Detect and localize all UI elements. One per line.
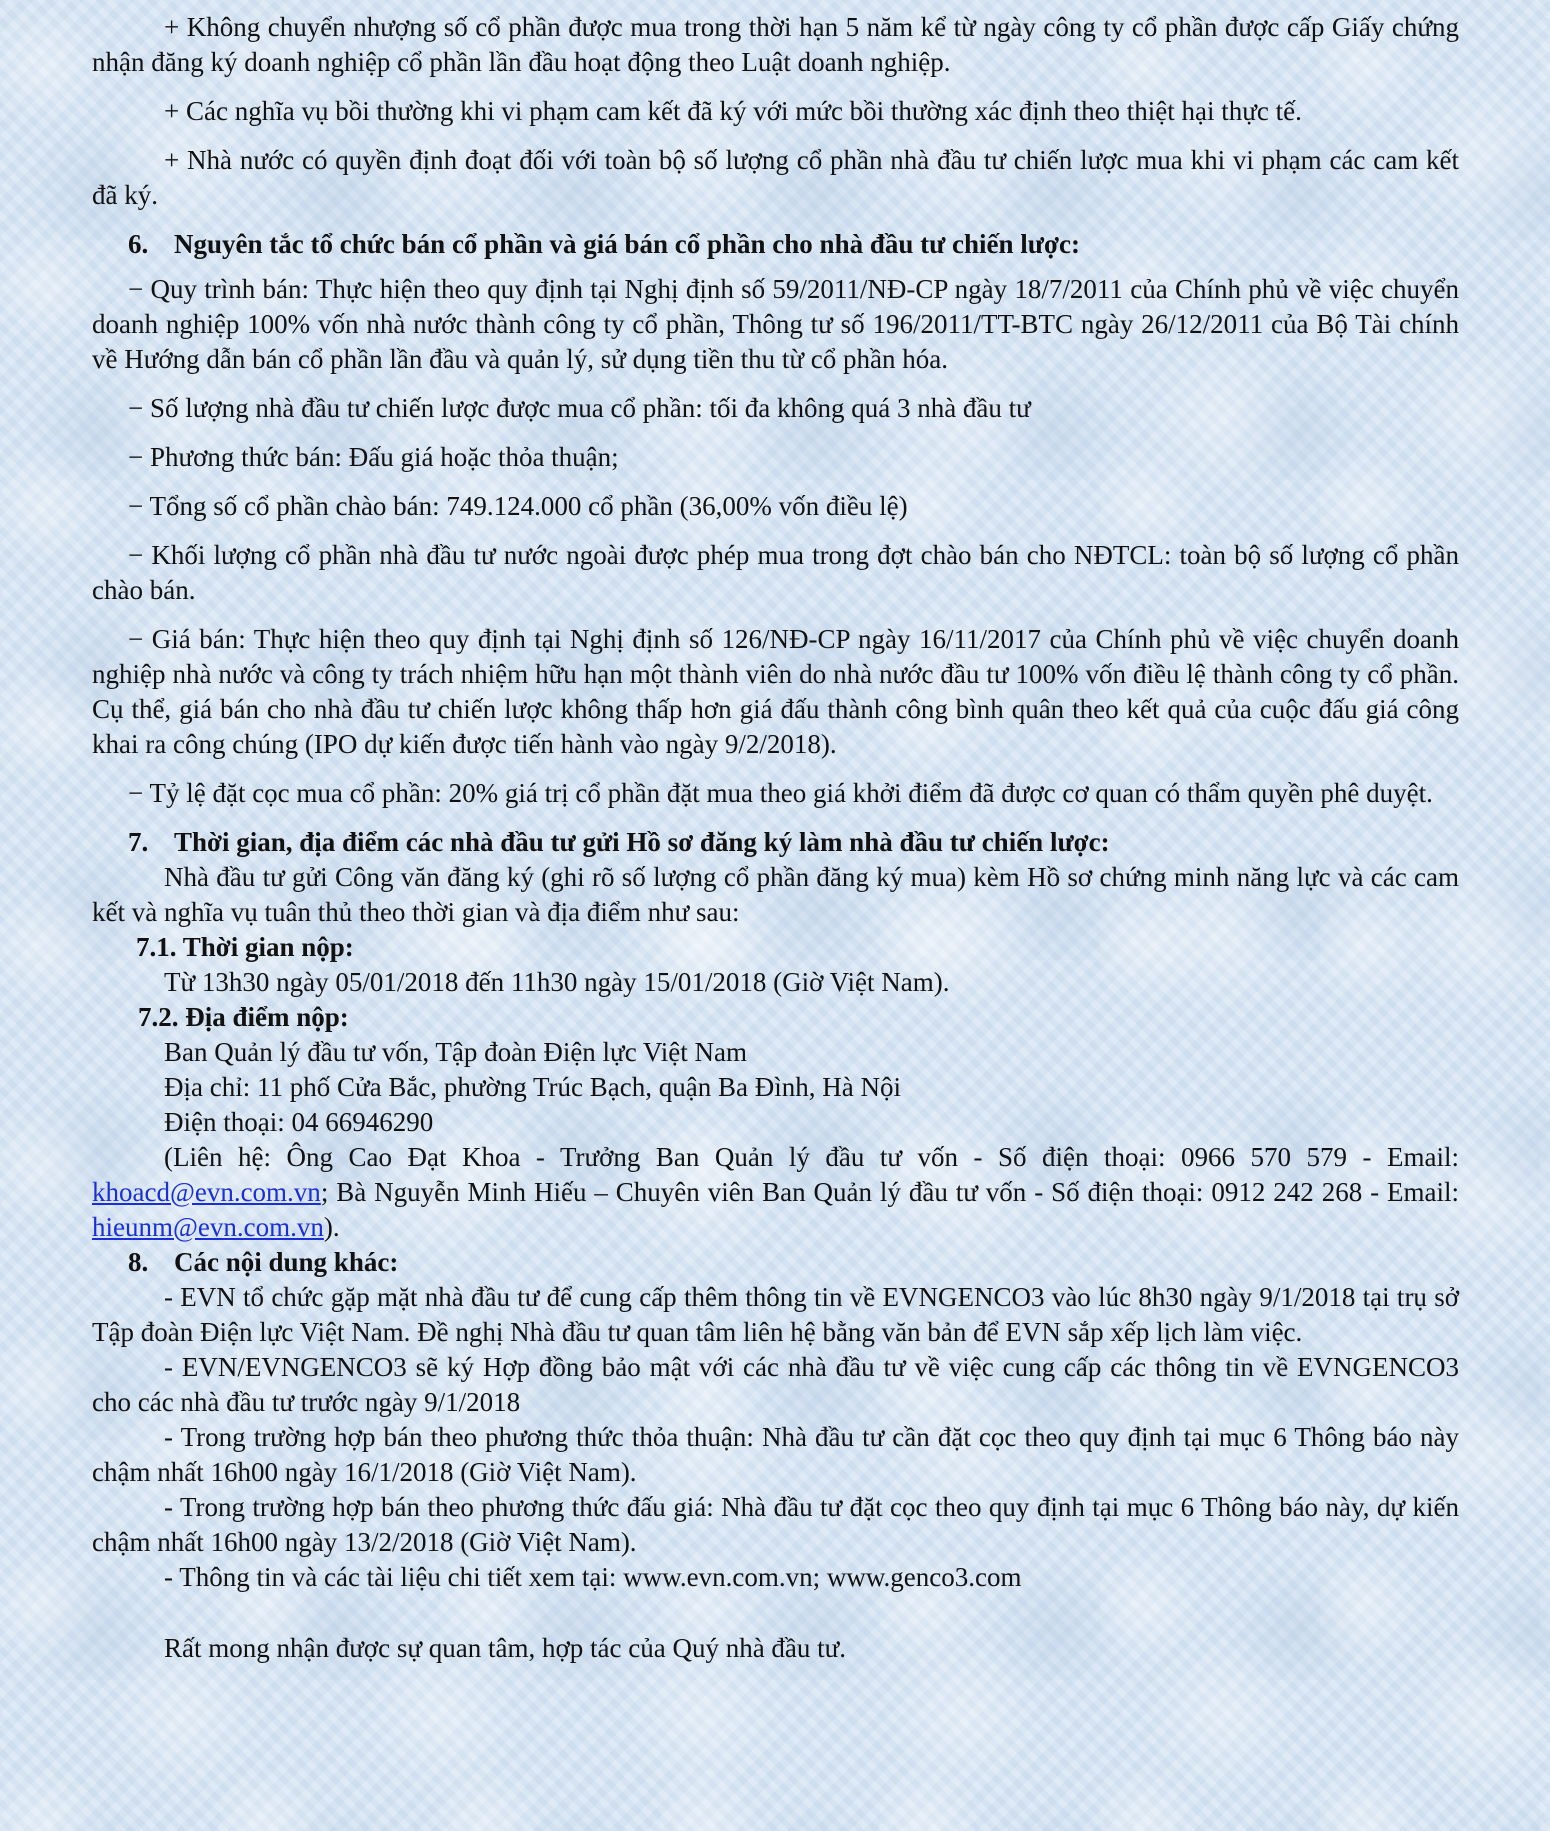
intro-para-1: + Không chuyển nhượng số cổ phần được mua trong thời hạn 5 năm kể từ ngày công ty cổ phần được cấp Giấy chứng nhận đăng ký doanh nghiệp cổ phần lần đầu hoạt động theo Luật doanh nghiệp.	[92, 12, 1459, 77]
section-7-number: 7.	[128, 827, 149, 857]
section-8-number: 8.	[128, 1247, 149, 1277]
closing-line: Rất mong nhận được sự quan tâm, hợp tác của Quý nhà đầu tư.	[164, 1633, 847, 1663]
section-8-heading	[92, 1245, 1459, 1280]
section-8-item: - Trong trường hợp bán theo phương thức thỏa thuận: Nhà đầu tư cần đặt cọc theo quy định tại mục 6 Thông báo này chậm nhất 16h00 ngày 16/1/2018 (Giờ Việt Nam).	[92, 1422, 1459, 1487]
section-7-title: Thời gian, địa điểm các nhà đầu tư gửi Hồ sơ đăng ký làm nhà đầu tư chiến lược:	[174, 827, 1110, 857]
section-8-item: - Trong trường hợp bán theo phương thức đấu giá: Nhà đầu tư đặt cọc theo quy định tại mục 6 Thông báo này, dự kiến chậm nhất 16h00 ngày 13/2/2018 (Giờ Việt Nam).	[92, 1492, 1459, 1557]
section-6-number: 6.	[128, 229, 149, 259]
section-6-item: − Giá bán: Thực hiện theo quy định tại Nghị định số 126/NĐ-CP ngày 16/11/2017 của Chính phủ về việc chuyển doanh nghiệp nhà nước và công ty trách nhiệm hữu hạn một thành viên do nhà nước đầu tư 100% vốn điều lệ thành công ty cổ phần. Cụ thể, giá bán cho nhà đầu tư chiến lược không thấp hơn giá đấu thành công bình quân theo kết quả của cuộc đấu giá công khai ra công chúng (IPO dự kiến được tiến hành vào ngày 9/2/2018).	[92, 624, 1459, 759]
intro-para-2: + Các nghĩa vụ bồi thường khi vi phạm cam kết đã ký với mức bồi thường xác định theo thiệt hại thực tế.	[164, 96, 1302, 126]
section-7-1-text: Từ 13h30 ngày 05/01/2018 đến 11h30 ngày 15/01/2018 (Giờ Việt Nam).	[164, 967, 950, 997]
org-address: Địa chỉ: 11 phố Cửa Bắc, phường Trúc Bạch, quận Ba Đình, Hà Nội	[164, 1072, 901, 1102]
section-6-item: − Quy trình bán: Thực hiện theo quy định tại Nghị định số 59/2011/NĐ-CP ngày 18/7/2011 của Chính phủ về việc chuyển doanh nghiệp 100% vốn nhà nước thành công ty cổ phần, Thông tư số 196/2011/TT-BTC ngày 26/12/2011 của Bộ Tài chính về Hướng dẫn bán cổ phần lần đầu và quản lý, sử dụng tiền thu từ cổ phần hóa.	[92, 274, 1459, 374]
section-6-item: − Phương thức bán: Đấu giá hoặc thỏa thuận;	[128, 442, 619, 472]
email-link-khoacd[interactable]: khoacd@evn.com.vn	[92, 1177, 321, 1207]
email-link-hieunm[interactable]: hieunm@evn.com.vn	[92, 1212, 324, 1242]
contact-text-b: ; Bà Nguyễn Minh Hiếu – Chuyên viên Ban Quản lý đầu tư vốn - Số điện thoại: 0912 242 268 - Email:	[320, 1177, 1459, 1207]
org-phone: Điện thoại: 04 66946290	[164, 1107, 434, 1137]
section-7-intro: Nhà đầu tư gửi Công văn đăng ký (ghi rõ số lượng cổ phần đăng ký mua) kèm Hồ sơ chứng minh năng lực và các cam kết và nghĩa vụ tuân thủ theo thời gian và địa điểm như sau:	[92, 862, 1459, 927]
section-8-item: - EVN/EVNGENCO3 sẽ ký Hợp đồng bảo mật với các nhà đầu tư về việc cung cấp các thông tin về EVNGENCO3 cho các nhà đầu tư trước ngày 9/1/2018	[92, 1352, 1459, 1417]
contact-info	[92, 1140, 1459, 1245]
intro-para-3: + Nhà nước có quyền định đoạt đối với toàn bộ số lượng cổ phần nhà đầu tư chiến lược mua khi vi phạm các cam kết đã ký.	[92, 145, 1459, 210]
org-name: Ban Quản lý đầu tư vốn, Tập đoàn Điện lực Việt Nam	[164, 1037, 748, 1067]
section-7-2-title: 7.2. Địa điểm nộp:	[138, 1002, 349, 1032]
document-body	[92, 10, 1459, 1666]
section-6-heading	[92, 227, 1459, 262]
section-7-1-title: 7.1. Thời gian nộp:	[136, 932, 354, 962]
contact-text-c: ).	[323, 1212, 340, 1242]
section-6-item: − Tỷ lệ đặt cọc mua cổ phần: 20% giá trị cổ phần đặt mua theo giá khởi điểm đã được cơ quan có thẩm quyền phê duyệt.	[128, 778, 1433, 808]
section-6-item: − Khối lượng cổ phần nhà đầu tư nước ngoài được phép mua trong đợt chào bán cho NĐTCL: toàn bộ số lượng cổ phần chào bán.	[92, 540, 1459, 605]
section-8-item: - EVN tổ chức gặp mặt nhà đầu tư để cung cấp thêm thông tin về EVNGENCO3 vào lúc 8h30 ngày 9/1/2018 tại trụ sở Tập đoàn Điện lực Việt Nam. Đề nghị Nhà đầu tư quan tâm liên hệ bằng văn bản để EVN sắp xếp lịch làm việc.	[92, 1282, 1459, 1347]
section-6-item: − Tổng số cổ phần chào bán: 749.124.000 cổ phần (36,00% vốn điều lệ)	[128, 491, 908, 521]
section-8-title: Các nội dung khác:	[174, 1247, 399, 1277]
section-6-item: − Số lượng nhà đầu tư chiến lược được mua cổ phần: tối đa không quá 3 nhà đầu tư	[128, 393, 1031, 423]
section-8-item: - Thông tin và các tài liệu chi tiết xem tại: www.evn.com.vn; www.genco3.com	[164, 1562, 1022, 1592]
section-6-title: Nguyên tắc tổ chức bán cổ phần và giá bán cổ phần cho nhà đầu tư chiến lược:	[174, 229, 1080, 259]
section-7-heading	[92, 825, 1459, 860]
contact-text-a: (Liên hệ: Ông Cao Đạt Khoa - Trưởng Ban Quản lý đầu tư vốn - Số điện thoại: 0966 570 579 - Email:	[164, 1142, 1459, 1172]
